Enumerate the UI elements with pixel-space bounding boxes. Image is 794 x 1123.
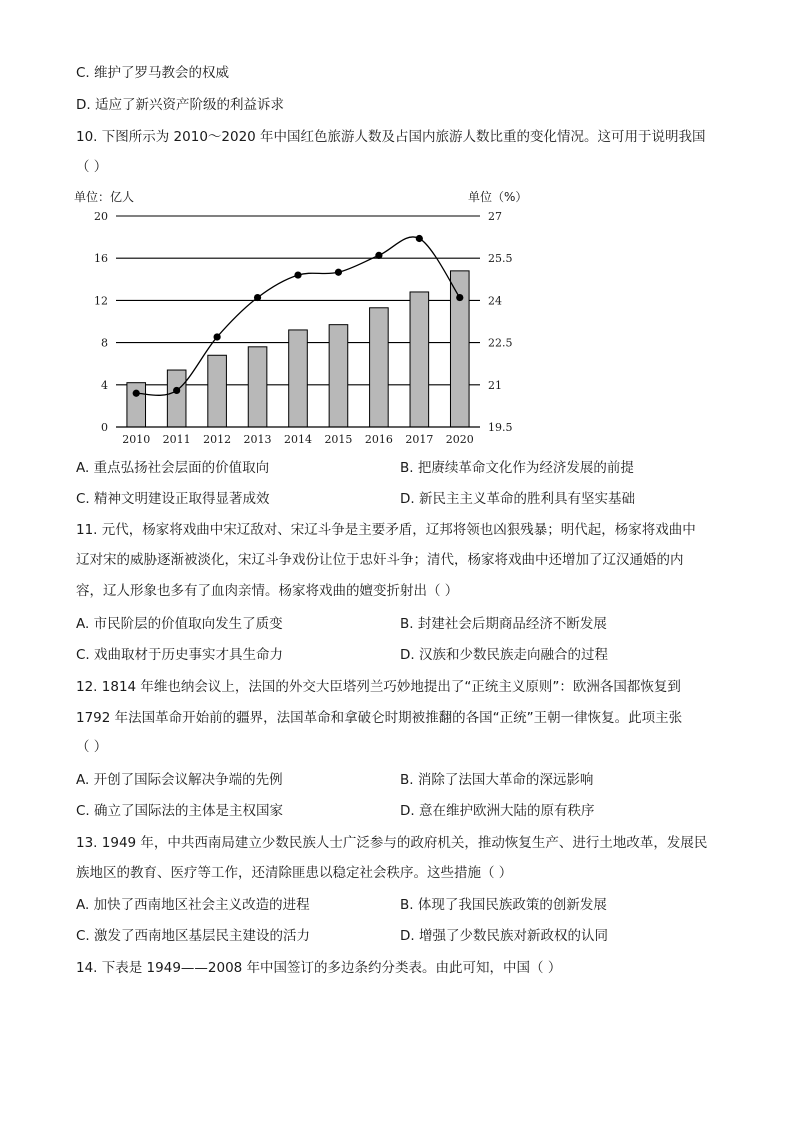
ratio-point — [294, 271, 301, 278]
left-tick-label: 20 — [94, 210, 108, 223]
bar — [248, 347, 267, 427]
q13-stem-line1: 13. 1949 年，中共西南局建立少数民族人士广泛参与的政府机关，推动恢复生产、进行土地改革，发展民 — [76, 835, 708, 851]
ratio-point — [375, 252, 382, 259]
q9-option-d: D. 适应了新兴资产阶级的利益诉求 — [76, 97, 284, 113]
q13-stem-line2: 族地区的教育、医疗等工作，还清除匪患以稳定社会秩序。这些措施（ ） — [76, 865, 513, 881]
q12-option-c: C. 确立了国际法的主体是主权国家 — [76, 803, 284, 819]
bar — [329, 325, 348, 427]
q10-stem-line2: （ ） — [76, 159, 108, 175]
left-tick-label: 4 — [101, 378, 108, 392]
ratio-point — [173, 387, 180, 394]
q12-option-b: B. 消除了法国大革命的深远影响 — [400, 772, 594, 788]
bar — [370, 308, 389, 427]
bar — [127, 383, 146, 427]
x-tick-label: 2020 — [445, 433, 474, 446]
q11-option-d: D. 汉族和少数民族走向融合的过程 — [400, 647, 608, 663]
q9-option-c: C. 维护了罗马教会的权威 — [76, 65, 230, 81]
q14-stem-line1: 14. 下表是 1949——2008 年中国签订的多边条约分类表。由此可知，中国（ ） — [76, 960, 562, 976]
q11-option-c: C. 戏曲取材于历史事实才具生命力 — [76, 647, 284, 663]
ratio-point — [456, 294, 463, 301]
q10-chart — [60, 186, 540, 448]
q12-option-d: D. 意在维护欧洲大陆的原有秩序 — [400, 803, 595, 819]
x-tick-label: 2010 — [122, 433, 151, 446]
ratio-point — [335, 269, 342, 276]
q12-stem-line3: （ ） — [76, 739, 108, 755]
ratio-point — [133, 390, 140, 397]
right-tick-label: 19.5 — [488, 421, 513, 434]
q12-stem-line2: 1792 年法国革命开始前的疆界，法国革命和拿破仑时期被推翻的各国“正统”王朝一律恢复。此项主张 — [76, 710, 683, 726]
left-tick-label: 12 — [94, 294, 108, 308]
ratio-point — [254, 294, 261, 301]
q11-option-b: B. 封建社会后期商品经济不断发展 — [400, 616, 607, 632]
q11-stem-line3: 容，辽人形象也多有了血肉亲情。杨家将戏曲的嬗变折射出（ ） — [76, 583, 459, 599]
left-tick-label: 8 — [101, 336, 108, 350]
left-tick-label: 0 — [101, 421, 108, 434]
x-tick-label: 2013 — [243, 433, 272, 446]
right-tick-label: 24 — [488, 294, 502, 308]
ratio-point — [416, 235, 423, 242]
x-tick-label: 2012 — [203, 433, 232, 446]
bar — [167, 370, 186, 427]
right-tick-label: 22.5 — [488, 336, 513, 350]
q12-option-a: A. 开创了国际会议解决争端的先例 — [76, 772, 283, 788]
bar — [208, 355, 227, 427]
q13-option-c: C. 激发了西南地区基层民主建设的活力 — [76, 928, 311, 944]
q12-stem-line1: 12. 1814 年维也纳会议上，法国的外交大臣塔列兰巧妙地提出了“正统主义原则”：欧洲各国都恢复到 — [76, 679, 681, 695]
q13-option-a: A. 加快了西南地区社会主义改造的进程 — [76, 897, 310, 913]
bar — [289, 330, 308, 427]
q13-option-d: D. 增强了少数民族对新政权的认同 — [400, 928, 608, 944]
q11-stem-line1: 11. 元代，杨家将戏曲中宋辽敌对、宋辽斗争是主要矛盾，辽邦将领也凶狠残暴；明代起，杨家将戏曲中 — [76, 522, 696, 538]
right-tick-label: 27 — [488, 210, 502, 223]
q10-option-d: D. 新民主主义革命的胜利具有坚实基础 — [400, 491, 635, 507]
x-tick-label: 2017 — [405, 433, 434, 446]
right-unit-label: 单位（%） — [468, 190, 528, 204]
x-tick-label: 2014 — [284, 433, 312, 446]
q10-option-b: B. 把赓续革命文化作为经济发展的前提 — [400, 460, 634, 476]
x-tick-label: 2015 — [324, 433, 353, 446]
q10-chart-svg — [60, 186, 540, 448]
q13-option-b: B. 体现了我国民族政策的创新发展 — [400, 897, 607, 913]
left-unit-label: 单位：亿人 — [74, 190, 135, 204]
right-tick-label: 25.5 — [488, 252, 513, 266]
left-tick-label: 16 — [94, 252, 108, 266]
q10-option-c: C. 精神文明建设正取得显著成效 — [76, 491, 270, 507]
bar — [410, 292, 429, 427]
q10-stem-line1: 10. 下图所示为 2010～2020 年中国红色旅游人数及占国内旅游人数比重的变化情况。这可用于说明我国 — [76, 129, 706, 145]
ratio-point — [214, 333, 221, 340]
q10-option-a: A. 重点弘扬社会层面的价值取向 — [76, 460, 270, 476]
right-tick-label: 21 — [488, 378, 502, 392]
q11-stem-line2: 辽对宋的威胁逐渐被淡化，宋辽斗争戏份让位于忠奸斗争；清代，杨家将戏曲中还增加了辽汉通婚的内 — [76, 552, 684, 568]
q11-option-a: A. 市民阶层的价值取向发生了质变 — [76, 616, 283, 632]
x-tick-label: 2016 — [364, 433, 393, 446]
x-tick-label: 2011 — [162, 433, 191, 446]
